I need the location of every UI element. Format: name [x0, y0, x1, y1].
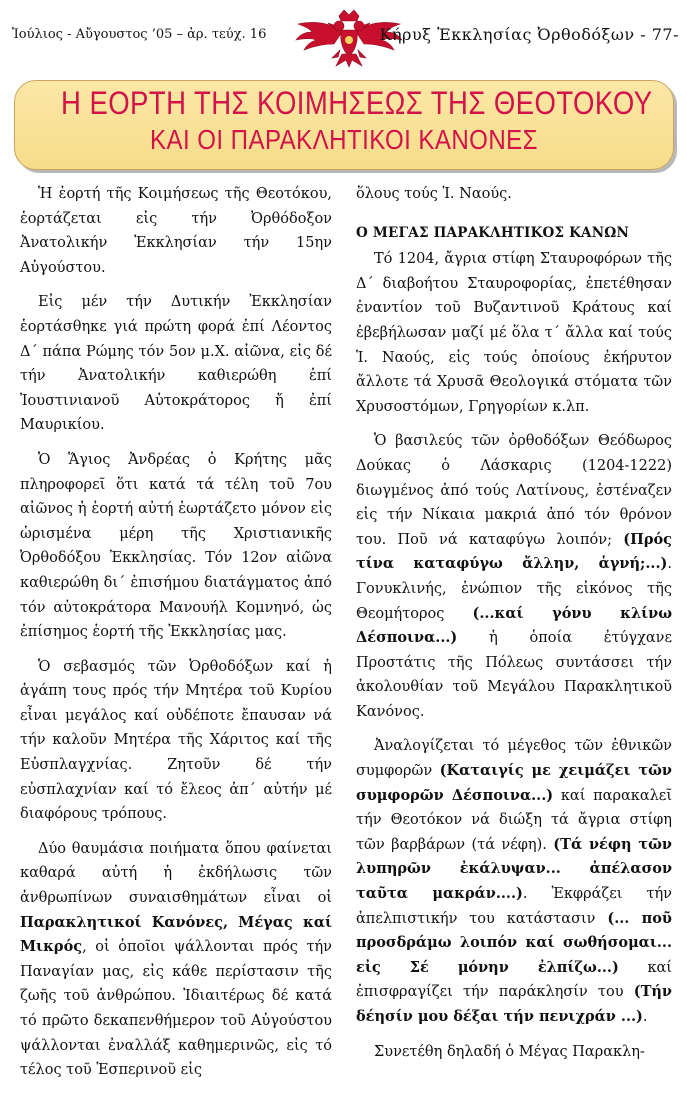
paragraph: [356, 734, 672, 1029]
text-span: ἡ ὁποία ἐτύγχανε Προστάτις τῆς Πόλεως συντάσσει τήν ἀκολουθίαν τοῦ Μεγάλου Παρακλητικοῦ Κανόνος.: [356, 630, 672, 720]
text-span: καί ἐπισφραγίζει τήν παράκλησίν του: [356, 959, 672, 1001]
bold-text: Παρακλητικοί Κανόνες, Μέγας καί Μικρός: [20, 913, 332, 956]
paragraph: Ἡ ἑορτή τῆς Κοιμήσεως τῆς Θεοτόκου, ἑορτάζεται εἰς τήν Ὀρθόδοξον Ἀνατολικήν Ἐκκλησίαν τήν 15ην Αὐγούστου.: [20, 186, 332, 276]
bold-text: (Καταιγίς με χειμάζει τῶν συμφορῶν Δέσποινα...): [356, 762, 672, 804]
paragraph: [20, 837, 332, 1083]
bold-text: (Πρός τίνα καταφύγω ἄλλην, ἁγνή;...): [356, 530, 672, 573]
text-span: . Γονυκλινής, ἐνώπιον τῆς εἰκόνος τῆς Θεομήτορος: [356, 556, 672, 622]
journal-name: Κήρυξ Ἐκκλησίας Ὀρθοδόξων: [379, 25, 635, 44]
title-box: [14, 80, 674, 170]
text-span: Δύο θαυμάσια ποιήματα ὅπου φαίνεται καθαρά αὐτή ἡ ἐκδήλωσις τῶν ἀνθρωπίνων συναισθημάτων εἶναι οἱ: [20, 840, 332, 907]
issue-info: Ἰούλιος - Αὔγουστος ’05 – ἀρ. τεύχ. 16: [12, 27, 267, 42]
text-span: .: [642, 1009, 648, 1025]
journal-title: [380, 25, 680, 44]
text-span: . Ἐκφράζει τήν ἀπελπιστικήν του κατάστασιν: [356, 886, 672, 927]
paragraph: Εἰς μέν τήν Δυτικήν Ἐκκλησίαν ἑορτάσθηκε γιά πρώτη φορά ἐπί Λέοντος Δ΄ πάπα Ρώμης τόν 5ον μ.Χ. αἰῶνα, εἰς δέ τήν Ἀνατολικήν καθιερώθη ἐπί Ἰουστινιανοῦ Αὐτοκράτορος ἤ ἐπί Μαυρικίου.: [20, 294, 332, 434]
section-heading: Ο ΜΕΓΑΣ ΠΑΡΑΚΛΗΤΙΚΟΣ ΚΑΝΩΝ: [356, 224, 630, 241]
right-column: [356, 182, 672, 1074]
bold-text: (...καί γόνυ κλίνω Δέσποινα...): [356, 604, 672, 647]
article-title-line2: ΚΑΙ ΟΙ ΠΑΡΑΚΛΗΤΙΚΟΙ ΚΑΝΟΝΕΣ: [150, 124, 538, 155]
paragraph: ὅλους τούς Ἱ. Ναούς.: [356, 186, 512, 202]
paragraph: Τό 1204, ἄγρια στίφη Σταυροφόρων τῆς Δ΄ διαβοήτου Σταυροφορίας, ἐπετέθησαν ἐναντίον τοῦ Βυζαντινοῦ Κράτους καί ἐβεβήλωσαν μαζί μέ ὅλα τ΄ ἄλλα καί τούς Ἱ. Ναούς, εἰς τούς ὁποίους ἐκήρυτον ἄλλοτε τά Χρυσᾶ Θεολογικά στόματα τῶν Χρυσοστόμων, Γρηγορίων κ.λπ.: [356, 251, 672, 415]
paragraph: [356, 429, 672, 724]
bold-text: (Τήν δέησίν μου δέξαι τήν πενιχράν ...): [356, 983, 672, 1025]
text-span: καί παρακαλεῖ τήν Θεοτόκον νά διώξη τά ἄγρια στίφη τῶν βαρβάρων (τά νέφη).: [356, 787, 673, 853]
text-span: , οἱ ὁποῖοι ψάλλονται πρός τήν Παναγίαν μας, εἰς κάθε περίστασιν τῆς ζωῆς τοῦ ἀνθρώπου. Ἰδιαιτέρως δέ κατά τό πρῶτο δεκαπενθήμερον τοῦ Αὐγούστου ψάλλονται ἐναλλάξ καθημερινῶς, εἰς τό τέλος τοῦ Ἑσπερινοῦ εἰς: [20, 939, 332, 1079]
left-column: [20, 182, 332, 1093]
text-span: Ἀναλογίζεται τό μέγεθος τῶν ἐθνικῶν συμφορῶν: [356, 738, 672, 780]
text-span: Ὁ βασιλεύς τῶν ὀρθοδόξων Θεόδωρος Δούκας ὁ Λάσκαρις (1204-1222) διωγμένος ἀπό τούς Λατίνους, ἐστέναζεν εἰς τήν Νίκαια μακριά ἀπό τόν θρόνον του. Ποῦ νά καταφύγω λοιπόν;: [356, 433, 672, 548]
bold-text: (... ποῦ προσδράμω λοιπόν καί σωθήσομαι... εἰς Σέ μόνην ἐλπίζω...): [356, 909, 672, 976]
bold-text: (Τά νέφη τῶν λυπηρῶν ἐκάλυψαν... ἀπέλασον ταῦτα μακράν....): [356, 835, 672, 903]
page-number: - 77-: [640, 25, 679, 44]
paragraph: Ὁ σεβασμός τῶν Ὀρθοδόξων καί ἡ ἀγάπη τους πρός τήν Μητέρα τοῦ Κυρίου εἶναι μεγάλος καί οὐδέποτε ἔπαυσαν νά τήν καλοῦν Μητέρα τῆς Χάριτος καί τῆς Εὐσπλαγχνίας. Ζητοῦν δέ τήν εὐσπλαχνίαν καί τό ἔλεος ἀπ΄ αὐτήν μέ διαφόρους τρόπους.: [20, 658, 332, 823]
article-title-line1: Η ΕΟΡΤΗ ΤΗΣ ΚΟΙΜΗΣΕΩΣ ΤΗΣ ΘΕΟΤΟΚΟΥ: [61, 85, 653, 121]
page-header: [0, 0, 687, 72]
paragraph: Συνετέθη δηλαδή ὁ Μέγας Παρακλη-: [374, 1043, 645, 1060]
paragraph: Ὁ Ἅγιος Ἀνδρέας ὁ Κρήτης μᾶς πληροφορεῖ ὅτι κατά τά τέλη τοῦ 7ου αἰῶνος ἡ ἑορτή αὐτή ἑωρτάζετο μόνον εἰς ὡρισμένα μέρη τῆς Χριστιανικῆς Ὀρθοδόξου Ἐκκλησίας. Τόν 12ον αἰῶνα καθιερώθη δι΄ ἐπισήμου διατάγματος ἀπό τόν αὐτοκράτορα Μανουήλ Κομνηνό, ὡς ἐπίσημος ἑορτή τῆς Ἐκκλησίας μας.: [20, 451, 332, 641]
